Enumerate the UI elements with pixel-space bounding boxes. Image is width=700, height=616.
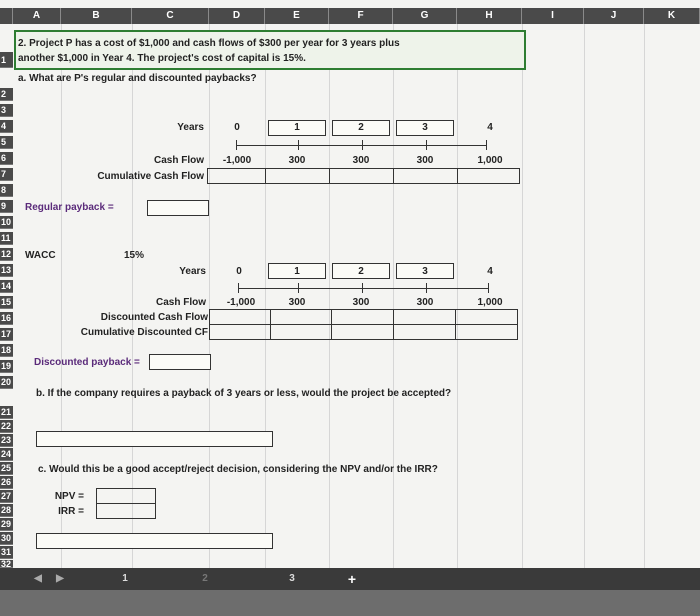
sheet-tab-1[interactable]: 1 — [122, 573, 128, 584]
add-sheet-button[interactable]: + — [347, 571, 357, 587]
column-header-d[interactable]: D — [209, 8, 265, 24]
part-b-answer-input[interactable] — [36, 431, 273, 447]
cumulative-label-1: Cumulative Cash Flow — [97, 171, 204, 182]
years-label-2: Years — [179, 266, 206, 277]
timeline-line-2 — [238, 288, 488, 289]
sheet-tab-3[interactable]: 3 — [289, 573, 295, 584]
wacc-value[interactable]: 15% — [123, 250, 144, 261]
row-header-31[interactable]: 31 — [1, 547, 12, 557]
status-bar — [0, 590, 700, 616]
row-header-16[interactable]: 16 — [1, 313, 12, 323]
row-header-18[interactable]: 18 — [1, 345, 12, 355]
cf-4-cell-1[interactable]: 1,000 — [477, 155, 503, 166]
row-header-22[interactable]: 22 — [1, 421, 12, 431]
row-header-9[interactable]: 9 — [0, 200, 13, 213]
part-c-text: c. Would this be a good accept/reject decision, considering the NPV and/or the IRR? — [38, 464, 438, 475]
row-header-11[interactable]: 11 — [0, 232, 13, 245]
row-header-17[interactable]: 17 — [1, 329, 12, 339]
cashflow-label-2: Cash Flow — [155, 297, 206, 308]
row-header-3[interactable]: 3 — [0, 104, 13, 117]
row-header-23[interactable]: 23 — [1, 435, 12, 445]
cumulative-cf-input-row[interactable] — [207, 168, 520, 184]
wacc-label: WACC — [25, 250, 56, 261]
row-header-8[interactable]: 8 — [0, 184, 13, 197]
cf-1-cell-2[interactable]: 300 — [288, 297, 306, 308]
discounted-payback-label: Discounted payback = — [34, 357, 140, 368]
cf-4-cell-2[interactable]: 1,000 — [477, 297, 503, 308]
year-0-cell-1[interactable]: 0 — [234, 122, 240, 133]
selected-cell-a1[interactable] — [14, 30, 526, 70]
column-header-b[interactable]: B — [61, 8, 132, 24]
year-0-cell-2[interactable]: 0 — [236, 266, 242, 277]
scroll-left-icon[interactable]: ◀ — [34, 573, 42, 584]
row-header-7[interactable]: 7 — [0, 168, 13, 181]
timeline-line-1 — [236, 145, 486, 146]
cumulative-discounted-label: Cumulative Discounted CF — [80, 327, 208, 338]
part-a-text: a. What are P's regular and discounted paybacks? — [18, 73, 257, 84]
discounted-payback-input[interactable] — [149, 354, 211, 370]
row-header-24[interactable]: 24 — [1, 449, 12, 459]
sheet-tab-2[interactable]: 2 — [202, 573, 208, 584]
cf-2-cell-1[interactable]: 300 — [352, 155, 370, 166]
row-header-21[interactable]: 21 — [1, 407, 12, 417]
row-header-14[interactable]: 14 — [1, 281, 12, 291]
row-header-13[interactable]: 13 — [1, 265, 12, 275]
cf-3-cell-2[interactable]: 300 — [416, 297, 434, 308]
year-4-cell-2[interactable]: 4 — [487, 266, 493, 277]
column-header-a[interactable]: A — [13, 8, 61, 24]
regular-payback-label: Regular payback = — [25, 202, 114, 213]
row-header-12[interactable]: 12 — [1, 249, 12, 259]
question-line-2: another $1,000 in Year 4. The project's cost of capital is 15%. — [18, 53, 306, 64]
column-header-j[interactable]: J — [584, 8, 644, 24]
row-header-29[interactable]: 29 — [1, 519, 12, 529]
year-1-cell-2[interactable]: 1 — [294, 266, 300, 277]
row-header-25[interactable]: 25 — [1, 463, 12, 473]
year-3-cell-2[interactable]: 3 — [422, 266, 428, 277]
row-header-30[interactable]: 30 — [1, 533, 12, 543]
row-header-32[interactable]: 32 — [1, 560, 12, 568]
part-b-text: b. If the company requires a payback of 3 years or less, would the project be accepted? — [36, 388, 452, 399]
cashflow-label-1: Cash Flow — [153, 155, 204, 166]
row-header-20[interactable]: 20 — [1, 377, 12, 387]
year-2-cell-2[interactable]: 2 — [358, 266, 364, 277]
year-2-cell-1[interactable]: 2 — [358, 122, 364, 133]
scroll-right-icon[interactable]: ▶ — [56, 573, 64, 584]
column-header-i[interactable]: I — [522, 8, 584, 24]
question-line-1: 2. Project P has a cost of $1,000 and cash flows of $300 per year for 3 years plus — [18, 38, 400, 49]
year-1-cell-1[interactable]: 1 — [294, 122, 300, 133]
cf-2-cell-2[interactable]: 300 — [352, 297, 370, 308]
cf-0-cell-2[interactable]: -1,000 — [226, 297, 256, 308]
irr-label: IRR = — [58, 506, 84, 517]
discounted-cf-label: Discounted Cash Flow — [100, 312, 208, 323]
sheet-tab-bar — [0, 568, 700, 590]
year-4-cell-1[interactable]: 4 — [487, 122, 493, 133]
column-header-h[interactable]: H — [457, 8, 522, 24]
row-header-26[interactable]: 26 — [1, 477, 12, 487]
npv-label: NPV = — [54, 491, 84, 502]
cf-1-cell-1[interactable]: 300 — [288, 155, 306, 166]
years-label-1: Years — [177, 122, 204, 133]
row-header-2[interactable]: 2 — [0, 88, 13, 101]
column-header-e[interactable]: E — [265, 8, 329, 24]
cf-0-cell-1[interactable]: -1,000 — [222, 155, 252, 166]
row-header-6[interactable]: 6 — [0, 152, 13, 165]
row-header-28[interactable]: 28 — [1, 505, 12, 515]
year-3-cell-1[interactable]: 3 — [422, 122, 428, 133]
cf-3-cell-1[interactable]: 300 — [416, 155, 434, 166]
column-header-k[interactable]: K — [644, 8, 700, 24]
row-header-15[interactable]: 15 — [1, 297, 12, 307]
column-header-f[interactable]: F — [329, 8, 393, 24]
row-header-1[interactable]: 1 — [0, 52, 13, 68]
column-header-c[interactable]: C — [132, 8, 209, 24]
column-header-g[interactable]: G — [393, 8, 457, 24]
row-header-4[interactable]: 4 — [0, 120, 13, 133]
select-all-corner[interactable] — [0, 8, 13, 24]
row-header-10[interactable]: 10 — [1, 217, 12, 227]
part-c-answer-input[interactable] — [36, 533, 273, 549]
row-header-5[interactable]: 5 — [0, 136, 13, 149]
row-header-27[interactable]: 27 — [1, 491, 12, 501]
regular-payback-input[interactable] — [147, 200, 209, 216]
row-header-19[interactable]: 19 — [1, 361, 12, 371]
